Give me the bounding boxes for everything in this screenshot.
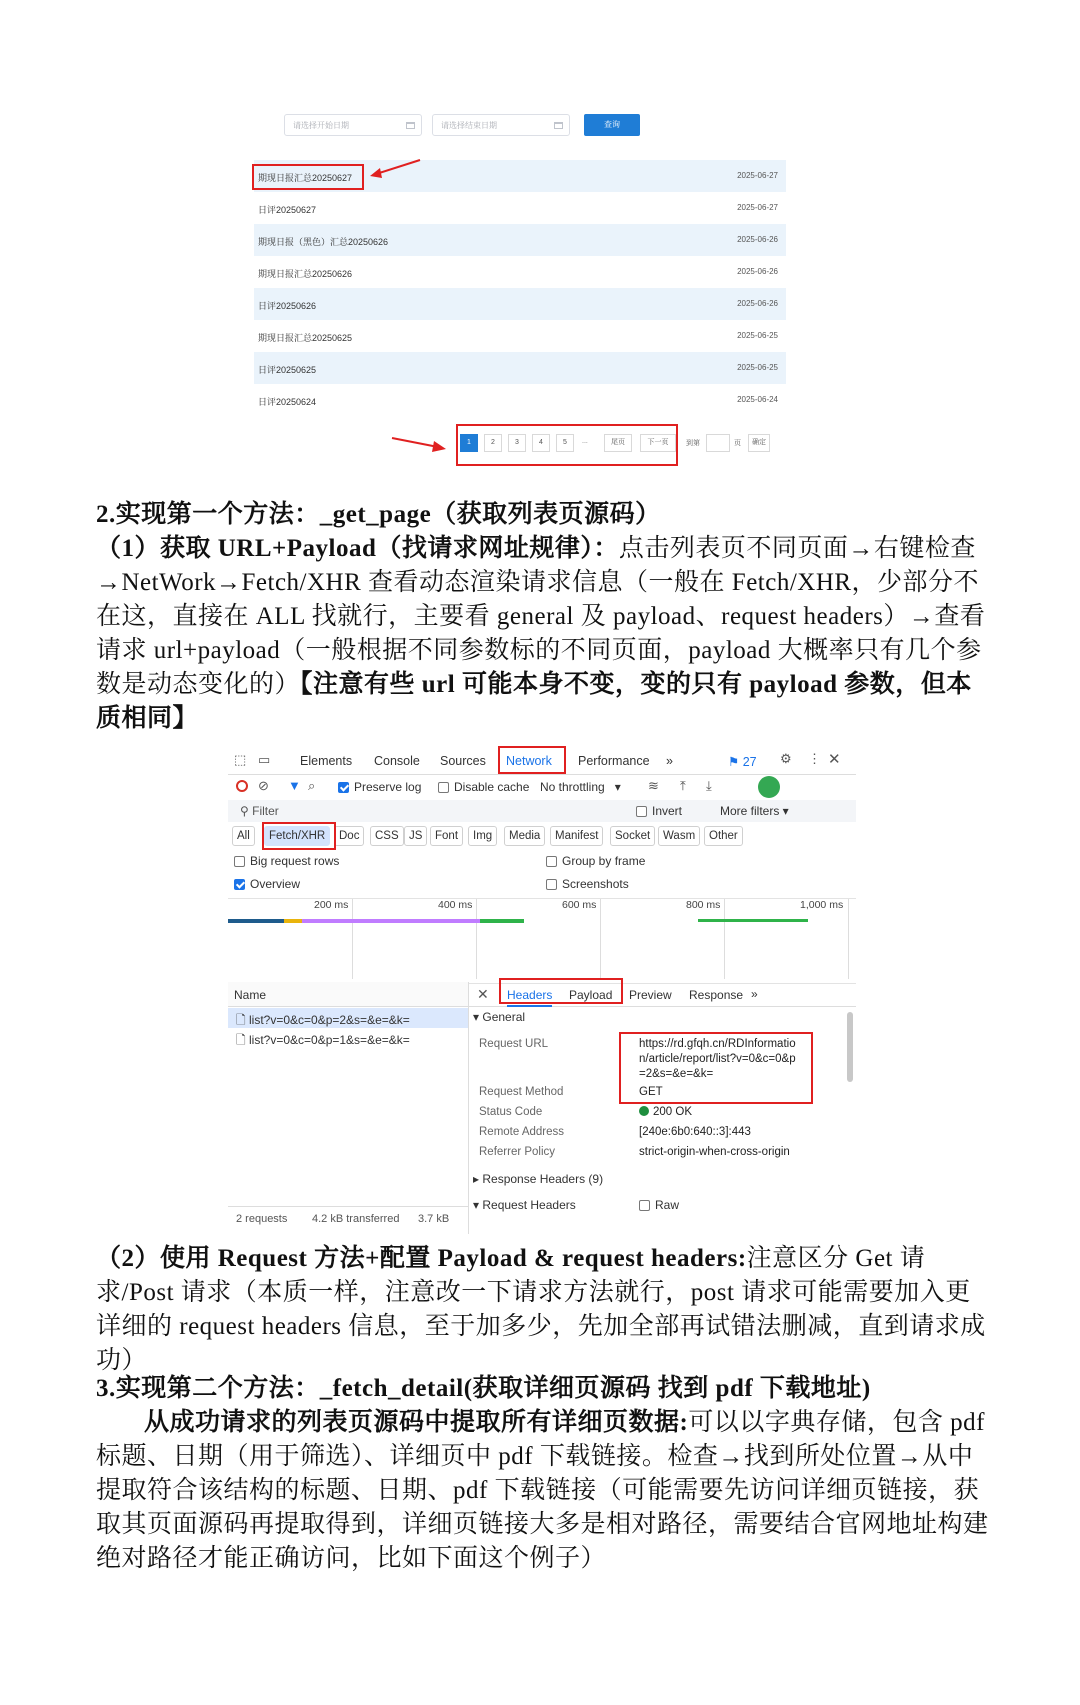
highlight-box: [456, 424, 678, 466]
footer-transferred: 4.2 kB transferred: [312, 1213, 400, 1225]
timeline-bar: [284, 919, 302, 923]
status-code-value: [639, 1106, 692, 1118]
arrow-icon: [368, 156, 424, 180]
tab-headers[interactable]: Headers: [507, 988, 552, 1007]
network-footer: [228, 1206, 468, 1229]
item-date: 2025-06-27: [737, 203, 778, 212]
timeline-gridline: [848, 899, 849, 979]
end-date-placeholder: 请选择结束日期: [441, 121, 497, 130]
disable-cache-toggle[interactable]: [438, 780, 529, 794]
extension-icon[interactable]: [758, 776, 780, 798]
device-toolbar-icon[interactable]: ▭: [258, 752, 271, 767]
item-title[interactable]: 日评20250625: [258, 365, 317, 375]
preserve-log-toggle[interactable]: [338, 780, 421, 794]
start-date-input[interactable]: [284, 114, 422, 136]
group-by-frame-toggle[interactable]: [546, 854, 645, 868]
throttling-value: No throttling: [540, 780, 605, 794]
tab-console[interactable]: Console: [374, 754, 420, 768]
upload-icon[interactable]: ⤒: [680, 778, 686, 793]
item-title[interactable]: 期现日报汇总20250625: [258, 333, 353, 343]
section3-heading: 3.实现第二个方法：_fetch_detail(获取详细页源码 找到 pdf 下载地址): [96, 1375, 871, 1402]
close-icon[interactable]: ✕: [828, 751, 841, 768]
issues-count: 27: [742, 755, 757, 769]
request-headers-toggle[interactable]: ▾ Request Headers: [473, 1198, 576, 1212]
disable-cache-label: Disable cache: [454, 780, 530, 794]
calendar-icon: [554, 122, 563, 129]
checkbox-icon: [438, 782, 449, 793]
filter-placeholder: Filter: [252, 804, 279, 818]
timeline-tick: 800 ms: [686, 899, 721, 911]
invert-toggle[interactable]: [636, 804, 682, 818]
status-code-text: 200 OK: [653, 1106, 692, 1118]
page-1[interactable]: 1: [460, 434, 478, 452]
last-page-button[interactable]: 尾页: [604, 434, 632, 452]
timeline-bar: [228, 919, 284, 923]
goto-page-input[interactable]: [706, 434, 730, 452]
table-row[interactable]: [228, 1008, 468, 1028]
response-headers-toggle[interactable]: ▸ Response Headers (9): [473, 1172, 604, 1186]
calendar-icon: [406, 122, 415, 129]
timeline-tick: 200 ms: [314, 899, 349, 911]
footer-requests: 2 requests: [236, 1213, 288, 1225]
filter-socket[interactable]: Socket: [610, 826, 655, 846]
timeline-gridline: [352, 899, 353, 979]
request-method-label: Request Method: [479, 1086, 564, 1098]
step2-label: （2）使用 Request 方法+配置 Payload & request headers:: [96, 1245, 747, 1272]
download-icon[interactable]: ⤓: [706, 778, 712, 793]
big-request-rows-toggle[interactable]: [234, 854, 339, 868]
filter-font[interactable]: Font: [430, 826, 463, 846]
response-headers-label: Response Headers (9): [482, 1172, 604, 1186]
request-url-line: https://rd.gfqh.cn/RDInformatio: [639, 1038, 796, 1050]
item-date: 2025-06-27: [737, 171, 778, 180]
filter-doc[interactable]: Doc: [334, 826, 364, 846]
step1-text: 点击列表页不同页面→右键检查→NetWork→Fetch/XHR 查看动态渲染请求信息（一般在 Fetch/XHR，少部分不在这，直接在 ALL 找就行，主要看 general 及 payload、request headers）→查看请求 url+payload（一般根据不同参数标的不同页面，payload 大概率只有几个参数是动态变化的）: [96, 535, 986, 698]
request-headers-label: Request Headers: [482, 1198, 576, 1212]
checkbox-icon: [639, 1200, 650, 1211]
devtools-screenshot: [228, 746, 856, 1234]
more-filters-label: More filters: [720, 804, 780, 818]
network-toolbar: [228, 774, 856, 800]
item-date: 2025-06-24: [737, 395, 778, 404]
gear-icon[interactable]: ⚙: [780, 751, 792, 766]
item-date: 2025-06-26: [737, 235, 778, 244]
arrow-icon: [390, 432, 448, 454]
step1-label: （1）获取 URL+Payload（找请求网址规律）：: [96, 535, 619, 562]
list-item[interactable]: [254, 320, 786, 352]
checkbox-icon: [546, 879, 557, 890]
item-date: 2025-06-25: [737, 331, 778, 340]
step1-note: 【注意有些 url 可能本身不变，变的只有 payload 参数，但本质相同】: [96, 671, 972, 732]
request-url-line: =2&s=&e=&k=: [639, 1068, 714, 1080]
filter-wasm[interactable]: Wasm: [658, 826, 700, 846]
checkbox-icon: [636, 806, 647, 817]
step2-text: 注意区分 Get 请求/Post 请求（本质一样，注意改一下请求方法就行，post 请求可能需要加入更详细的 request headers 信息，至于加多少，先加全部再试错法删减，直到请求成功）: [96, 1245, 986, 1374]
end-date-input[interactable]: [432, 114, 570, 136]
status-code-label: Status Code: [479, 1106, 543, 1118]
item-title[interactable]: 日评20250627: [258, 205, 317, 215]
query-button[interactable]: 查询: [584, 114, 640, 136]
throttling-select[interactable]: No throttling ▾: [540, 780, 621, 794]
item-title[interactable]: 日评20250624: [258, 397, 317, 407]
filter-other[interactable]: Other: [704, 826, 743, 846]
item-title[interactable]: 日评20250626: [258, 301, 317, 311]
section3-lead: 从成功请求的列表页源码中提取所有详细页数据:: [144, 1409, 689, 1436]
item-date: 2025-06-25: [737, 363, 778, 372]
tab-performance[interactable]: Performance: [578, 754, 650, 768]
goto-label: 到第: [686, 440, 700, 447]
remote-address-value: [240e:6b0:640::3]:443: [639, 1126, 751, 1138]
section3-body: 可以以字典存储，包含 pdf 标题、日期（用于筛选）、详细页中 pdf 下载链接。检查→找到所处位置→从中提取符合该结构的标题、日期、pdf 下载链接（可能需要先访问详细页链接，获取其页面源码再提取得到，详细页链接大多是相对路径，需要结合官网地址构建绝对路径才能正确访问，比如下面这个例子）: [96, 1409, 989, 1572]
group-by-frame-label: Group by frame: [562, 854, 646, 868]
filter-js[interactable]: JS: [404, 826, 427, 846]
table-row[interactable]: [228, 1028, 468, 1048]
more-tabs-icon[interactable]: »: [751, 987, 758, 1001]
filter-css[interactable]: CSS: [370, 826, 404, 846]
request-list: [228, 982, 469, 1234]
more-tabs-icon[interactable]: »: [666, 754, 673, 768]
request-url-text: list?v=0&c=0&p=1&s=&e=&k=: [248, 1033, 410, 1047]
remote-address-label: Remote Address: [479, 1126, 565, 1138]
record-icon[interactable]: [236, 780, 248, 792]
next-page-button[interactable]: 下一页: [640, 434, 676, 452]
timeline-gridline: [600, 899, 601, 979]
request-url-text: list?v=0&c=0&p=2&s=&e=&k=: [248, 1013, 410, 1027]
timeline-gridline: [476, 899, 477, 979]
page-5[interactable]: 5: [556, 434, 574, 452]
overview-label: Overview: [250, 877, 301, 891]
checkbox-icon: [234, 856, 245, 867]
checkbox-icon: [338, 782, 349, 793]
goto-confirm-button[interactable]: 确定: [748, 434, 770, 452]
inspect-icon[interactable]: ⬚: [234, 752, 247, 767]
pager-ellipsis: ...: [582, 438, 588, 445]
section2-heading: 2.实现第一个方法：_get_page（获取列表页源码）: [96, 501, 661, 528]
close-icon[interactable]: ✕: [477, 986, 489, 1002]
highlight-box: [252, 164, 364, 190]
big-request-rows-label: Big request rows: [250, 854, 340, 868]
timeline-tick: 1,000 ms: [800, 899, 844, 911]
filter-icon[interactable]: ▼: [288, 778, 301, 793]
filter-img[interactable]: Img: [468, 826, 497, 846]
screenshots-label: Screenshots: [562, 877, 629, 891]
filter-input[interactable]: ⚲ Filter: [240, 804, 279, 818]
referrer-policy-value: strict-origin-when-cross-origin: [639, 1146, 790, 1158]
scrollbar[interactable]: [847, 1012, 853, 1082]
item-date: 2025-06-26: [737, 299, 778, 308]
page-3[interactable]: 3: [508, 434, 526, 452]
timeline-bar: [302, 919, 480, 923]
page-unit: 页: [734, 440, 741, 447]
name-header[interactable]: Name: [234, 988, 267, 1002]
tab-network[interactable]: Network: [506, 754, 552, 768]
highlight-box: [262, 822, 336, 850]
request-method-value: GET: [639, 1086, 663, 1098]
general-label: General: [482, 1010, 526, 1024]
tab-payload[interactable]: Payload: [569, 988, 613, 1002]
referrer-policy-label: Referrer Policy: [479, 1146, 556, 1158]
highlight-box: [498, 746, 566, 774]
start-date-placeholder: 请选择开始日期: [293, 121, 349, 130]
page-4[interactable]: 4: [532, 434, 550, 452]
timeline-tick: 400 ms: [438, 899, 473, 911]
request-url-line: n/article/report/list?v=0&c=0&p: [639, 1053, 796, 1065]
page-2[interactable]: 2: [484, 434, 502, 452]
checkbox-icon: [234, 879, 245, 890]
highlight-box: [619, 1032, 813, 1104]
item-date: 2025-06-26: [737, 267, 778, 276]
footer-resources: 3.7 kB: [418, 1213, 450, 1225]
request-name: 🗋 list?v=0&c=0&p=2&s=&e=&k=: [236, 1013, 410, 1027]
timeline-bar: [480, 919, 524, 923]
invert-label: Invert: [652, 804, 683, 818]
kebab-menu-icon[interactable]: ⋮: [808, 751, 821, 766]
section2-step1: [96, 532, 996, 736]
filter-all[interactable]: All: [232, 826, 255, 846]
preserve-log-label: Preserve log: [354, 780, 422, 794]
general-section-toggle[interactable]: ▾ General: [473, 1010, 526, 1024]
timeline-bar: [698, 919, 808, 922]
item-title[interactable]: 期现日报汇总20250626: [258, 269, 353, 279]
issues-badge[interactable]: ⚑ 27: [728, 755, 757, 769]
list-item[interactable]: [254, 352, 786, 384]
more-filters-dropdown[interactable]: More filters ▾: [720, 804, 789, 818]
filter-fetch-xhr[interactable]: Fetch/XHR: [264, 826, 330, 846]
highlight-box: [499, 978, 623, 1004]
timeline-overview[interactable]: [228, 898, 856, 984]
item-title[interactable]: 期现日报（黑色）汇总20250626: [258, 237, 389, 247]
wifi-icon[interactable]: ≋: [648, 778, 659, 793]
tab-elements[interactable]: Elements: [300, 754, 353, 768]
list-item[interactable]: [254, 192, 786, 224]
name-header-row: [228, 982, 468, 1007]
filter-bar: [228, 800, 856, 822]
raw-label: Raw: [655, 1198, 680, 1212]
tab-preview[interactable]: Preview: [629, 988, 672, 1002]
request-detail-pane: [469, 982, 856, 1234]
checkbox-icon: [546, 856, 557, 867]
list-page-screenshot: [250, 104, 830, 494]
request-url-label: Request URL: [479, 1038, 549, 1050]
search-icon[interactable]: ⌕: [308, 778, 316, 793]
timeline-gridline: [724, 899, 725, 979]
request-name: 🗋 list?v=0&c=0&p=1&s=&e=&k=: [236, 1033, 410, 1047]
section3-text: [96, 1406, 996, 1576]
tab-sources[interactable]: Sources: [440, 754, 486, 768]
list-item[interactable]: [254, 256, 786, 288]
clear-icon[interactable]: ⊘: [258, 778, 269, 793]
list-item[interactable]: [254, 224, 786, 256]
screenshots-toggle[interactable]: [546, 877, 629, 891]
item-title[interactable]: 期现日报汇总20250627: [258, 173, 353, 183]
tab-response[interactable]: Response: [689, 988, 744, 1002]
filter-manifest[interactable]: Manifest: [550, 826, 603, 846]
overview-toggle[interactable]: [234, 877, 300, 891]
section2-step2: [96, 1242, 996, 1378]
raw-toggle[interactable]: [639, 1198, 679, 1212]
status-ok-icon: [639, 1106, 649, 1116]
list-item[interactable]: [254, 288, 786, 320]
filter-media[interactable]: Media: [504, 826, 545, 846]
timeline-tick: 600 ms: [562, 899, 597, 911]
list-item[interactable]: [254, 384, 786, 416]
